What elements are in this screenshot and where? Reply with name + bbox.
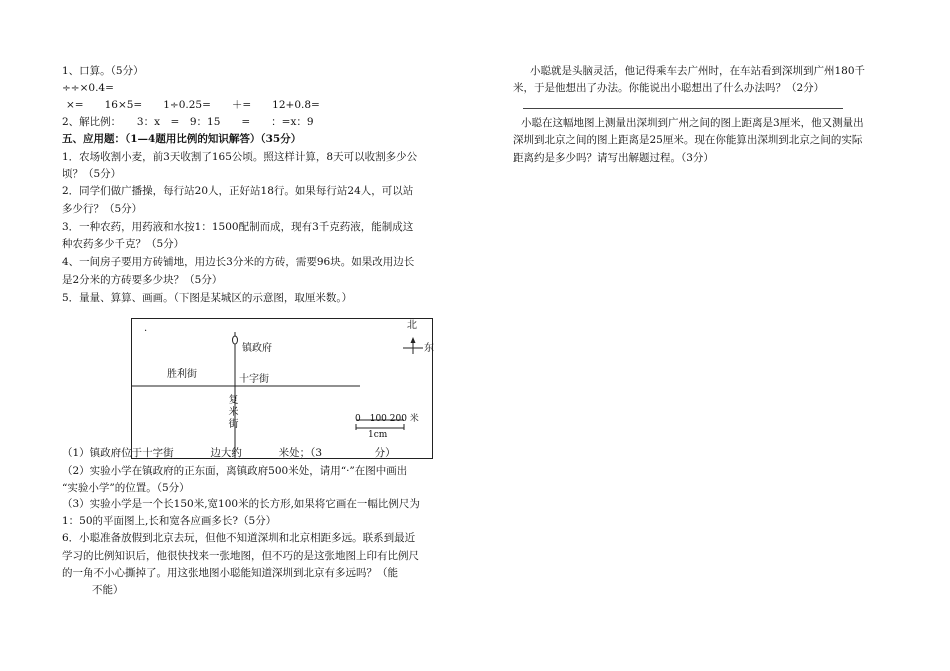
map-scale-unit: 1cm <box>368 430 388 440</box>
q1-heading: 1、口算。（5分） <box>62 65 144 77</box>
q1-items-row-a: ÷÷×0.4= <box>62 82 114 94</box>
map-label-shizi-street: 十字街 <box>239 374 269 385</box>
subq-2-line-1: （2）实验小学在镇政府的正东面，离镇政府500米处，请用“·”在图中画出 <box>62 465 408 477</box>
right-para-1-line-1: 小聪就是头脑灵活，他记得乘车去广州时，在车站看到深圳到广州180千 <box>530 65 866 77</box>
subq-3-line-2: 1：50的平面图上,长和宽各应画多长?（5分） <box>62 515 277 527</box>
section-5-heading: 五、应用题：（1—4题用比例的知识解答）（35分） <box>62 133 302 145</box>
problem-3-line-2: 种农药多少千克？（5分） <box>62 238 185 250</box>
answer-line <box>523 108 843 109</box>
problem-6-line-2: 学习的比例知识后，他很快找来一张地图，但不巧的是这张地图上印有比例尺 <box>62 550 419 562</box>
problem-6-line-4: 不能） <box>92 584 124 596</box>
subq-2-line-2: “实验小学”的位置。（5分） <box>62 482 190 494</box>
right-para-1-line-2: 米，于是他想出了办法。你能说出小聪想出了什么办法吗？（2分） <box>513 82 825 94</box>
map-label-north: 北 <box>407 320 417 331</box>
city-map-diagram <box>131 318 433 459</box>
problem-2-line-1: 2．同学们做广播操，每行站20人，正好站18行。如果每行站24人，可以站 <box>62 185 414 197</box>
map-corner-dot: . <box>144 323 148 334</box>
map-label-fuxing-char-2: 米 <box>228 407 239 418</box>
q2-heading: 2、解比例： 3：x = 9：15 = ：=x：9 <box>62 116 314 128</box>
problem-4-line-1: 4、一间房子要用方砖铺地，用边长3分米的方砖，需要96块。如果改用边长 <box>62 256 415 268</box>
problem-5-heading: 5．量量、算算、画画。（下图是某城区的示意图，取厘米数。） <box>62 292 353 304</box>
problem-2-line-2: 多少行？（5分） <box>62 203 143 215</box>
map-label-fuxing-char-1: 复 <box>228 395 239 406</box>
q1-items-row-b: ×= 16×5= 1÷0.25= ＋= 12+0.8= <box>66 99 320 111</box>
subq-3-line-1: （3）实验小学是一个长150米,宽100米的长方形,如果将它画在一幅比例尺为 <box>62 498 420 510</box>
city-map-lines <box>131 318 433 459</box>
map-label-town-government: 镇政府 <box>242 343 272 354</box>
map-label-east: 东 <box>424 343 434 354</box>
problem-1-line-2: 顷？（5分） <box>62 168 122 180</box>
map-label-shengli-street: 胜利街 <box>167 369 197 380</box>
right-para-2-line-3: 距离约是多少吗？请写出解题过程。（3分） <box>513 152 714 164</box>
problem-4-line-2: 是2分米的方砖要多少块？（5分） <box>62 274 223 286</box>
right-para-2-line-1: 小聪在这幅地图上测量出深圳到广州之间的图上距离是3厘米，他又测量出 <box>521 117 864 129</box>
problem-1-line-1: 1．农场收割小麦，前3天收割了165公顷。照这样计算，8天可以收割多少公 <box>62 151 418 163</box>
map-label-fuxing-char-3: 街 <box>228 419 239 430</box>
map-scale-bar-label: 0 100 200 米 <box>355 414 419 424</box>
right-para-2-line-2: 深圳到北京之间的图上距离是25厘米。现在你能算出深圳到北京之间的实际 <box>513 134 863 146</box>
problem-6-line-3: 的一角不小心撕掉了。用这张地图小聪能知道深圳到北京有多远吗？（能 <box>62 567 398 579</box>
problem-3-line-1: 3．一种农药，用药液和水按1：1500配制而成，现有3千克药液，能制成这 <box>62 221 414 233</box>
problem-6-line-1: 6．小聪准备放假到北京去玩，但他不知道深圳和北京相距多远。联系到最近 <box>62 532 416 544</box>
subq-1: （1）镇政府位于十字街_______边大约_______米处；（3 分） <box>62 447 396 459</box>
